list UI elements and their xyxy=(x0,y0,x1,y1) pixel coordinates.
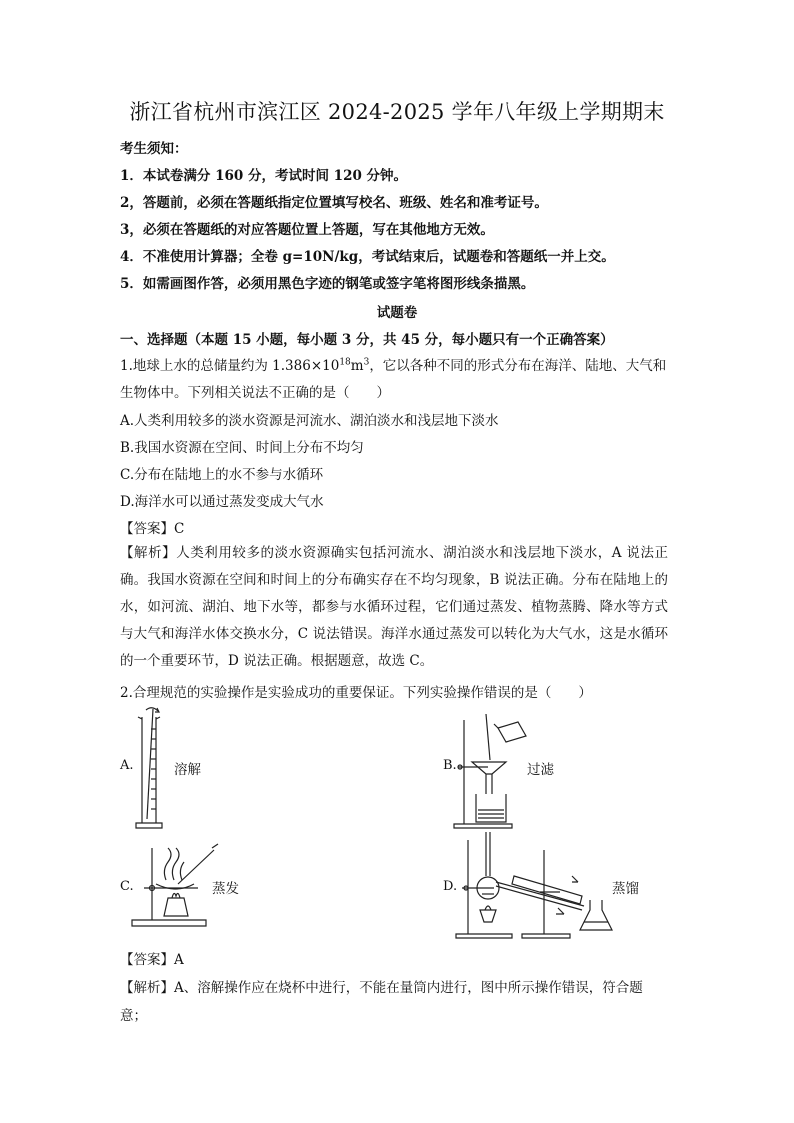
q2-stem: 2.合理规范的实验操作是实验成功的重要保证。下列实验操作错误的是（ ） xyxy=(120,685,592,701)
notice-item-2: 2，答题前，必须在答题纸指定位置填写校名、班级、姓名和准考证号。 xyxy=(120,195,548,211)
notice-item-5: 5．如需画图作答，必须用黑色字迹的钢笔或签字笔将图形线条描黑。 xyxy=(120,276,535,292)
section-label: 试题卷 xyxy=(376,305,418,321)
page-title: 浙江省杭州市滨江区 2024-2025 学年八年级上学期期末 xyxy=(129,100,665,124)
q2-figure-b-label: 过滤 xyxy=(527,762,554,778)
q1-option-a: A.人类利用较多的淡水资源是河流水、湖泊淡水和浅层地下淡水 xyxy=(120,413,499,429)
q1-option-c: C.分布在陆地上的水不参与水循环 xyxy=(120,467,324,483)
q2-figure-d-label: 蒸馏 xyxy=(612,881,639,897)
q1-analysis: 【解析】人类利用较多的淡水资源确实包括河流水、湖泊淡水和浅层地下淡水，A 说法正确。我国水资源在空间和时间上的分布确实存在不均匀现象，B 说法正确。分布在陆地上的水，如河流、湖泊、地下水等，都参与水循环过程，它们通过蒸发、植物蒸腾、降水等方式与大气和海洋水体交换水分，C 说法错误。海洋水通过蒸发可以转化为大气水，这是水循环的一个重要环节，D 说法正确。根据题意，故选 C。 xyxy=(120,545,668,669)
q1-stem xyxy=(120,354,666,374)
q2-analysis-line2: 意； xyxy=(120,1008,147,1024)
q1-stem-sup2: 3 xyxy=(363,357,370,368)
q2-figure-c-letter: C. xyxy=(120,879,134,894)
filtration-figure xyxy=(448,710,538,834)
q2-figure-a-label: 溶解 xyxy=(174,762,201,778)
q2-answer: 【答案】A xyxy=(120,952,184,968)
notice-item-4: 4．不准使用计算器；全卷 g=10N/kg，考试结束后，试题卷和答题纸一并上交。 xyxy=(120,249,615,265)
q1-stem-sup: 18 xyxy=(339,357,351,368)
q1-stem-a: 1.地球上水的总储量约为 1.386×10 xyxy=(120,358,340,374)
q2-figure-c-label: 蒸发 xyxy=(212,881,239,897)
q1-option-d: D.海洋水可以通过蒸发变成大气水 xyxy=(120,494,324,510)
distillation-figure xyxy=(452,830,624,940)
notice-item-3: 3，必须在答题纸的对应答题位置上答题，写在其他地方无效。 xyxy=(120,222,494,238)
q1-stem-line2: 生物体中。下列相关说法不正确的是（ ） xyxy=(120,385,390,401)
q1-answer: 【答案】C xyxy=(120,521,185,537)
q2-figure-b-letter: B. xyxy=(443,758,457,773)
q1-stem-b: m xyxy=(350,358,364,374)
graduated-cylinder-figure xyxy=(132,707,172,837)
notice-item-1: 1．本试卷满分 160 分，考试时间 120 分钟。 xyxy=(120,168,408,184)
q2-analysis-line1: 【解析】A、溶解操作应在烧杯中进行，不能在量筒内进行，图中所示操作错误，符合题 xyxy=(120,980,643,996)
evaporation-figure xyxy=(128,840,220,932)
notice-heading: 考生须知： xyxy=(120,141,188,157)
q1-stem-c: ，它以各种不同的形式分布在海洋、陆地、大气和 xyxy=(369,358,667,374)
part-one-heading: 一、选择题（本题 15 小题，每小题 3 分，共 45 分，每小题只有一个正确答案） xyxy=(120,332,614,348)
q2-figure-d-letter: D. xyxy=(443,879,458,894)
q1-option-b: B.我国水资源在空间、时间上分布不均匀 xyxy=(120,440,364,456)
q2-figure-a-letter: A. xyxy=(120,758,134,773)
